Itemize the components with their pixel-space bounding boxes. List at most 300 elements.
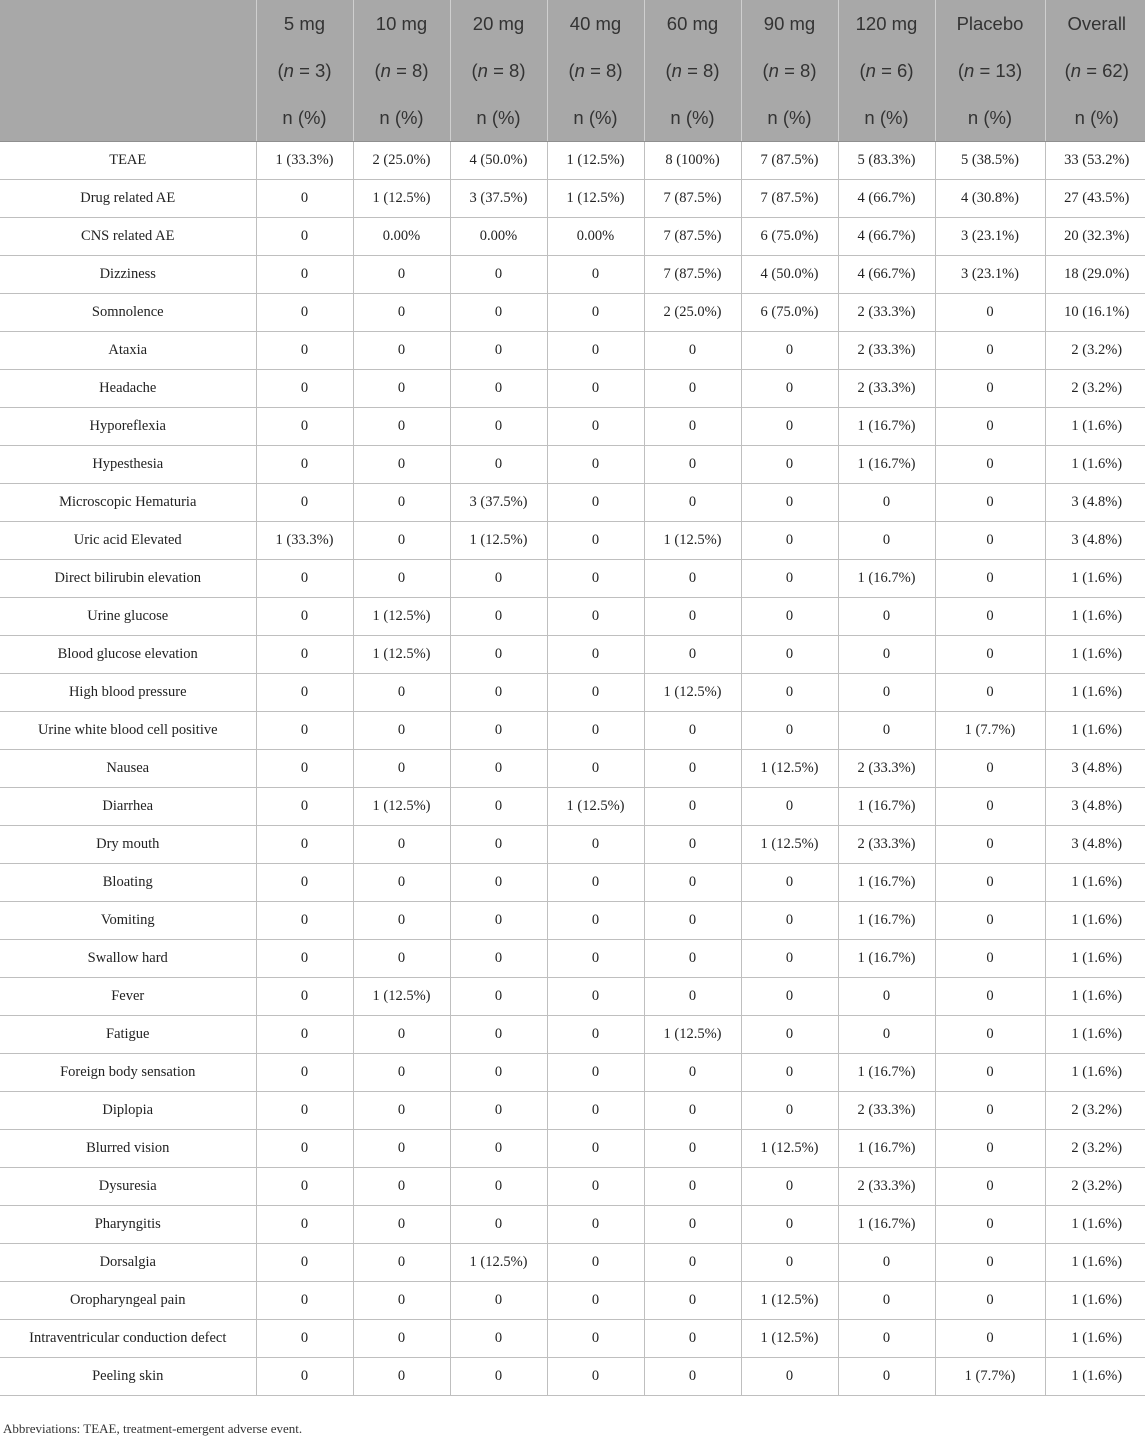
table-cell: 0 xyxy=(935,1092,1045,1130)
table-cell: 0 xyxy=(935,370,1045,408)
table-cell: 0 xyxy=(450,1054,547,1092)
table-cell: 0 xyxy=(450,902,547,940)
table-cell: 0 xyxy=(935,408,1045,446)
table-cell: 0 xyxy=(450,332,547,370)
table-cell: 0 xyxy=(450,978,547,1016)
table-row xyxy=(0,142,1145,180)
row-label: Oropharyngeal pain xyxy=(0,1282,256,1320)
column-header-n: (n = 62) xyxy=(1045,47,1145,94)
table-cell: 1 (16.7%) xyxy=(838,864,935,902)
table-cell: 2 (33.3%) xyxy=(838,750,935,788)
table-row xyxy=(0,636,1145,674)
table-cell: 0 xyxy=(450,370,547,408)
table-cell: 0 xyxy=(353,1244,450,1282)
table-cell: 1 (12.5%) xyxy=(741,1130,838,1168)
table-cell: 1 (1.6%) xyxy=(1045,446,1145,484)
table-cell: 0 xyxy=(547,408,644,446)
table-cell: 1 (16.7%) xyxy=(838,1054,935,1092)
table-cell: 0 xyxy=(353,1358,450,1396)
table-row xyxy=(0,750,1145,788)
column-header-stat: n (%) xyxy=(644,94,741,142)
row-label: Nausea xyxy=(0,750,256,788)
table-cell: 2 (33.3%) xyxy=(838,1092,935,1130)
table-cell: 0 xyxy=(547,560,644,598)
table-cell: 0 xyxy=(547,484,644,522)
table-cell: 0 xyxy=(547,1130,644,1168)
column-header-dose: 90 mg xyxy=(741,0,838,47)
table-cell: 0 xyxy=(741,940,838,978)
table-row xyxy=(0,902,1145,940)
table-row xyxy=(0,978,1145,1016)
column-header-n: (n = 8) xyxy=(353,47,450,94)
table-cell: 3 (4.8%) xyxy=(1045,826,1145,864)
table-cell: 0 xyxy=(838,1282,935,1320)
table-cell: 10 (16.1%) xyxy=(1045,294,1145,332)
table-row xyxy=(0,1282,1145,1320)
table-cell: 0 xyxy=(644,636,741,674)
table-cell: 0 xyxy=(935,446,1045,484)
table-cell: 0 xyxy=(353,1054,450,1092)
row-label: Somnolence xyxy=(0,294,256,332)
table-row xyxy=(0,712,1145,750)
table-cell: 1 (16.7%) xyxy=(838,1130,935,1168)
row-label: Bloating xyxy=(0,864,256,902)
table-cell: 7 (87.5%) xyxy=(644,218,741,256)
table-cell: 0 xyxy=(256,408,353,446)
table-cell: 2 (33.3%) xyxy=(838,332,935,370)
table-cell: 0 xyxy=(741,370,838,408)
table-cell: 0 xyxy=(353,522,450,560)
table-cell: 5 (83.3%) xyxy=(838,142,935,180)
table-cell: 0 xyxy=(935,1244,1045,1282)
column-header-dose: 20 mg xyxy=(450,0,547,47)
table-cell: 0 xyxy=(450,1358,547,1396)
column-header-dose: 5 mg xyxy=(256,0,353,47)
column-header-stat: n (%) xyxy=(547,94,644,142)
table-cell: 0 xyxy=(450,1282,547,1320)
table-cell: 1 (12.5%) xyxy=(547,788,644,826)
column-header-n: (n = 13) xyxy=(935,47,1045,94)
table-cell: 0 xyxy=(547,1054,644,1092)
table-cell: 1 (33.3%) xyxy=(256,142,353,180)
table-cell: 0 xyxy=(256,1358,353,1396)
table-cell: 0 xyxy=(450,446,547,484)
table-cell: 1 (12.5%) xyxy=(741,826,838,864)
row-label: Pharyngitis xyxy=(0,1206,256,1244)
table-cell: 0 xyxy=(838,1320,935,1358)
table-cell: 0 xyxy=(450,788,547,826)
table-cell: 0 xyxy=(644,332,741,370)
table-cell: 33 (53.2%) xyxy=(1045,142,1145,180)
table-cell: 3 (4.8%) xyxy=(1045,484,1145,522)
table-cell: 0 xyxy=(450,1130,547,1168)
table-cell: 4 (66.7%) xyxy=(838,256,935,294)
table-cell: 0 xyxy=(353,1320,450,1358)
table-cell: 3 (4.8%) xyxy=(1045,788,1145,826)
table-cell: 0 xyxy=(935,598,1045,636)
table-cell: 0 xyxy=(353,332,450,370)
table-cell: 0 xyxy=(547,940,644,978)
table-cell: 0 xyxy=(256,1092,353,1130)
row-label: Dysuresia xyxy=(0,1168,256,1206)
table-cell: 1 (12.5%) xyxy=(353,598,450,636)
table-cell: 0 xyxy=(741,1244,838,1282)
row-label: TEAE xyxy=(0,142,256,180)
table-cell: 0 xyxy=(935,788,1045,826)
table-cell: 0 xyxy=(838,1244,935,1282)
table-cell: 0 xyxy=(547,256,644,294)
table-cell: 0 xyxy=(741,1168,838,1206)
row-label: Diarrhea xyxy=(0,788,256,826)
table-cell: 0 xyxy=(935,864,1045,902)
column-header-stat: n (%) xyxy=(450,94,547,142)
table-cell: 0 xyxy=(838,522,935,560)
column-header-dose: 10 mg xyxy=(353,0,450,47)
table-cell: 0 xyxy=(353,750,450,788)
table-cell: 0 xyxy=(644,1168,741,1206)
table-row xyxy=(0,446,1145,484)
table-cell: 0 xyxy=(935,484,1045,522)
table-cell: 0 xyxy=(644,1358,741,1396)
table-cell: 1 (16.7%) xyxy=(838,788,935,826)
table-cell: 4 (66.7%) xyxy=(838,218,935,256)
table-cell: 0 xyxy=(256,1054,353,1092)
table-row xyxy=(0,826,1145,864)
table-cell: 0 xyxy=(644,788,741,826)
table-row xyxy=(0,788,1145,826)
table-cell: 4 (66.7%) xyxy=(838,180,935,218)
table-cell: 0 xyxy=(450,560,547,598)
table-cell: 0 xyxy=(450,408,547,446)
table-cell: 0 xyxy=(935,1054,1045,1092)
table-cell: 0 xyxy=(741,484,838,522)
table-cell: 2 (3.2%) xyxy=(1045,1130,1145,1168)
table-cell: 0 xyxy=(741,636,838,674)
table-cell: 0 xyxy=(547,370,644,408)
table-cell: 0 xyxy=(547,332,644,370)
table-cell: 0 xyxy=(935,902,1045,940)
table-cell: 0 xyxy=(450,636,547,674)
table-cell: 0 xyxy=(935,636,1045,674)
table-cell: 0 xyxy=(450,598,547,636)
table-row xyxy=(0,1206,1145,1244)
table-cell: 0 xyxy=(353,1092,450,1130)
row-label: Dorsalgia xyxy=(0,1244,256,1282)
table-cell: 0 xyxy=(741,1358,838,1396)
header-row-stat xyxy=(0,94,1145,142)
column-header-stat: n (%) xyxy=(353,94,450,142)
table-cell: 0 xyxy=(741,1206,838,1244)
table-cell: 1 (16.7%) xyxy=(838,446,935,484)
table-row xyxy=(0,370,1145,408)
table-cell: 0 xyxy=(256,560,353,598)
table-cell: 0 xyxy=(547,1016,644,1054)
table-cell: 0 xyxy=(353,560,450,598)
table-cell: 0 xyxy=(256,370,353,408)
table-cell: 0 xyxy=(741,712,838,750)
table-cell: 1 (1.6%) xyxy=(1045,408,1145,446)
table-cell: 0 xyxy=(256,902,353,940)
row-label: Urine glucose xyxy=(0,598,256,636)
table-cell: 1 (12.5%) xyxy=(450,1244,547,1282)
table-cell: 1 (1.6%) xyxy=(1045,674,1145,712)
header-row-dose xyxy=(0,0,1145,47)
table-cell: 7 (87.5%) xyxy=(741,180,838,218)
header-corner xyxy=(0,47,256,94)
table-cell: 0 xyxy=(353,712,450,750)
table-cell: 0 xyxy=(644,712,741,750)
table-cell: 0 xyxy=(353,826,450,864)
table-row xyxy=(0,864,1145,902)
table-cell: 0 xyxy=(547,674,644,712)
table-cell: 0.00% xyxy=(353,218,450,256)
table-cell: 1 (12.5%) xyxy=(547,142,644,180)
column-header-stat: n (%) xyxy=(256,94,353,142)
table-cell: 2 (3.2%) xyxy=(1045,1092,1145,1130)
table-cell: 0 xyxy=(256,1168,353,1206)
table-cell: 0 xyxy=(547,978,644,1016)
table-cell: 0 xyxy=(450,1320,547,1358)
table-cell: 0 xyxy=(644,446,741,484)
table-body xyxy=(0,142,1145,1396)
row-label: Headache xyxy=(0,370,256,408)
table-cell: 0 xyxy=(935,1320,1045,1358)
table-cell: 0 xyxy=(547,598,644,636)
table-cell: 18 (29.0%) xyxy=(1045,256,1145,294)
table-cell: 0 xyxy=(547,1282,644,1320)
table-cell: 1 (1.6%) xyxy=(1045,1244,1145,1282)
table-cell: 1 (12.5%) xyxy=(741,750,838,788)
table-cell: 0 xyxy=(450,750,547,788)
table-cell: 0 xyxy=(547,902,644,940)
table-cell: 20 (32.3%) xyxy=(1045,218,1145,256)
table-cell: 2 (33.3%) xyxy=(838,370,935,408)
table-row xyxy=(0,1016,1145,1054)
table-cell: 0.00% xyxy=(547,218,644,256)
table-cell: 0 xyxy=(450,712,547,750)
table-row xyxy=(0,408,1145,446)
table-cell: 0 xyxy=(644,1054,741,1092)
table-cell: 0 xyxy=(838,484,935,522)
table-cell: 0 xyxy=(935,978,1045,1016)
column-header-n: (n = 6) xyxy=(838,47,935,94)
table-row xyxy=(0,294,1145,332)
table-cell: 0 xyxy=(644,826,741,864)
table-cell: 1 (1.6%) xyxy=(1045,1206,1145,1244)
row-label: Hypesthesia xyxy=(0,446,256,484)
table-cell: 0 xyxy=(450,826,547,864)
table-cell: 0 xyxy=(644,902,741,940)
table-cell: 3 (37.5%) xyxy=(450,484,547,522)
column-header-stat: n (%) xyxy=(1045,94,1145,142)
table-cell: 3 (23.1%) xyxy=(935,256,1045,294)
table-cell: 0 xyxy=(644,1206,741,1244)
table-cell: 0 xyxy=(935,560,1045,598)
row-label: Diplopia xyxy=(0,1092,256,1130)
table-cell: 0 xyxy=(256,636,353,674)
table-cell: 0 xyxy=(741,598,838,636)
table-cell: 0 xyxy=(741,674,838,712)
table-cell: 0 xyxy=(838,1016,935,1054)
table-cell: 1 (12.5%) xyxy=(741,1282,838,1320)
table-row xyxy=(0,1358,1145,1396)
table-cell: 1 (16.7%) xyxy=(838,902,935,940)
table-cell: 0 xyxy=(450,294,547,332)
table-cell: 0 xyxy=(547,294,644,332)
table-cell: 0 xyxy=(741,522,838,560)
table-cell: 1 (12.5%) xyxy=(353,180,450,218)
table-cell: 0 xyxy=(547,864,644,902)
table-cell: 1 (16.7%) xyxy=(838,560,935,598)
table-cell: 1 (12.5%) xyxy=(450,522,547,560)
table-cell: 7 (87.5%) xyxy=(644,256,741,294)
table-cell: 0 xyxy=(256,598,353,636)
table-cell: 0 xyxy=(450,1016,547,1054)
table-cell: 0 xyxy=(450,1092,547,1130)
table-cell: 0 xyxy=(935,940,1045,978)
table-row xyxy=(0,1244,1145,1282)
table-cell: 1 (12.5%) xyxy=(353,788,450,826)
table-cell: 7 (87.5%) xyxy=(644,180,741,218)
table-cell: 3 (23.1%) xyxy=(935,218,1045,256)
table-cell: 0 xyxy=(644,484,741,522)
table-cell: 0 xyxy=(644,598,741,636)
table-cell: 0 xyxy=(353,408,450,446)
row-label: High blood pressure xyxy=(0,674,256,712)
column-header-dose: 120 mg xyxy=(838,0,935,47)
table-cell: 0 xyxy=(644,978,741,1016)
table-cell: 1 (1.6%) xyxy=(1045,1054,1145,1092)
table-cell: 0 xyxy=(353,1282,450,1320)
header-row-n xyxy=(0,47,1145,94)
table-cell: 0 xyxy=(547,636,644,674)
row-label: Vomiting xyxy=(0,902,256,940)
table-cell: 8 (100%) xyxy=(644,142,741,180)
table-row xyxy=(0,1092,1145,1130)
header-corner xyxy=(0,0,256,47)
table-cell: 1 (12.5%) xyxy=(644,674,741,712)
table-cell: 0.00% xyxy=(450,218,547,256)
table-cell: 0 xyxy=(644,1130,741,1168)
table-cell: 2 (25.0%) xyxy=(353,142,450,180)
table-cell: 0 xyxy=(935,332,1045,370)
column-header-n: (n = 8) xyxy=(547,47,644,94)
table-cell: 0 xyxy=(256,978,353,1016)
row-label: CNS related AE xyxy=(0,218,256,256)
table-cell: 1 (12.5%) xyxy=(547,180,644,218)
table-cell: 0 xyxy=(256,218,353,256)
table-cell: 0 xyxy=(547,1092,644,1130)
table-cell: 0 xyxy=(256,712,353,750)
table-cell: 0 xyxy=(353,484,450,522)
table-cell: 0 xyxy=(353,370,450,408)
table-cell: 0 xyxy=(838,674,935,712)
table-cell: 0 xyxy=(547,446,644,484)
table-cell: 0 xyxy=(256,674,353,712)
table-cell: 0 xyxy=(353,902,450,940)
table-cell: 0 xyxy=(256,864,353,902)
table-cell: 0 xyxy=(741,408,838,446)
row-label: Drug related AE xyxy=(0,180,256,218)
table-cell: 5 (38.5%) xyxy=(935,142,1045,180)
table-row xyxy=(0,598,1145,636)
table-cell: 0 xyxy=(741,978,838,1016)
table-row xyxy=(0,940,1145,978)
table-cell: 0 xyxy=(644,940,741,978)
table-cell: 0 xyxy=(935,674,1045,712)
table-row xyxy=(0,1054,1145,1092)
column-header-dose: Placebo xyxy=(935,0,1045,47)
column-header-dose: 60 mg xyxy=(644,0,741,47)
table-cell: 1 (1.6%) xyxy=(1045,598,1145,636)
table-cell: 0 xyxy=(256,1016,353,1054)
table-cell: 0 xyxy=(935,826,1045,864)
table-cell: 1 (16.7%) xyxy=(838,1206,935,1244)
row-label: Foreign body sensation xyxy=(0,1054,256,1092)
column-header-stat: n (%) xyxy=(741,94,838,142)
table-cell: 1 (12.5%) xyxy=(741,1320,838,1358)
row-label: Fatigue xyxy=(0,1016,256,1054)
table-cell: 0 xyxy=(450,256,547,294)
table-cell: 0 xyxy=(256,826,353,864)
table-cell: 0 xyxy=(741,332,838,370)
row-label: Swallow hard xyxy=(0,940,256,978)
table-cell: 1 (33.3%) xyxy=(256,522,353,560)
table-cell: 0 xyxy=(256,1282,353,1320)
table-cell: 0 xyxy=(353,940,450,978)
column-header-stat: n (%) xyxy=(838,94,935,142)
table-cell: 0 xyxy=(353,446,450,484)
table-cell: 0 xyxy=(256,332,353,370)
table-cell: 0 xyxy=(256,1130,353,1168)
table-row xyxy=(0,484,1145,522)
table-cell: 1 (1.6%) xyxy=(1045,1016,1145,1054)
table-cell: 4 (50.0%) xyxy=(450,142,547,180)
table-cell: 1 (12.5%) xyxy=(644,522,741,560)
table-cell: 1 (1.6%) xyxy=(1045,902,1145,940)
table-cell: 1 (16.7%) xyxy=(838,940,935,978)
row-label: Hyporeflexia xyxy=(0,408,256,446)
row-label: Urine white blood cell positive xyxy=(0,712,256,750)
table-cell: 1 (12.5%) xyxy=(353,636,450,674)
table-row xyxy=(0,560,1145,598)
table-cell: 0 xyxy=(935,522,1045,560)
row-label: Intraventricular conduction defect xyxy=(0,1320,256,1358)
table-cell: 0 xyxy=(256,446,353,484)
column-header-n: (n = 3) xyxy=(256,47,353,94)
table-cell: 0 xyxy=(547,750,644,788)
table-cell: 3 (4.8%) xyxy=(1045,522,1145,560)
table-cell: 0 xyxy=(935,1016,1045,1054)
table-cell: 0 xyxy=(741,446,838,484)
table-cell: 0 xyxy=(450,940,547,978)
table-cell: 3 (37.5%) xyxy=(450,180,547,218)
column-header-dose: 40 mg xyxy=(547,0,644,47)
table-cell: 0 xyxy=(644,408,741,446)
table-cell: 2 (3.2%) xyxy=(1045,332,1145,370)
table-cell: 6 (75.0%) xyxy=(741,294,838,332)
table-cell: 0 xyxy=(353,1206,450,1244)
table-cell: 0 xyxy=(353,1168,450,1206)
table-cell: 2 (33.3%) xyxy=(838,826,935,864)
table-cell: 0 xyxy=(256,750,353,788)
table-cell: 0 xyxy=(353,294,450,332)
table-cell: 1 (7.7%) xyxy=(935,712,1045,750)
table-cell: 0 xyxy=(935,294,1045,332)
table-cell: 0 xyxy=(353,1016,450,1054)
table-cell: 1 (1.6%) xyxy=(1045,560,1145,598)
table-cell: 0 xyxy=(741,788,838,826)
